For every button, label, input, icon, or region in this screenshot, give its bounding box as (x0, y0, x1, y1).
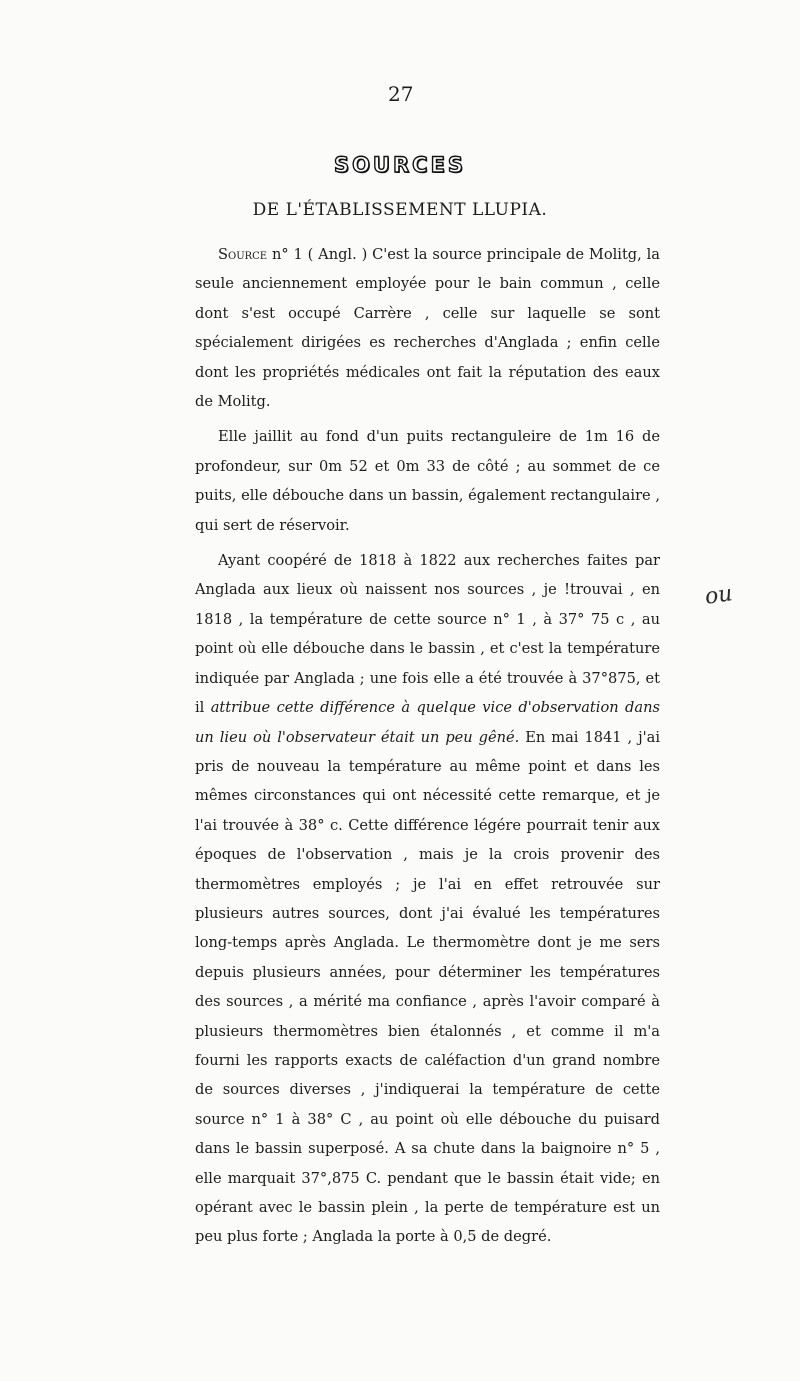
paragraph-italic: attribue cette différence à quelque vice d'observation dans un lieu où l'observateur était un peu gêné. (195, 699, 660, 746)
paragraph-text: En mai 1841 , j'ai pris de nouveau la température au même point et dans les mêmes circonstances qui ont nécessité cette remarque, et je l'ai trouvée à 38° c. Cette différence légére pourrait tenir aux époques de l'observation , mais je la crois provenir des thermomètres employés ; je l'ai en effet retrouvée sur plusieurs autres sources, dont j'ai évalué les températures long-temps après Anglada. Le thermomètre dont je me sers depuis plusieurs années, pour déterminer les températures des sources , a mérité ma confiance , après l'avoir comparé à plusieurs thermomètres bien étalonnés , et comme il m'a fourni les rapports exacts de caléfaction d'un grand nombre de sources diverses , j'indiquerai la température de cette source n° 1 à 38° C , au point où elle débouche du puisard dans le bassin superposé. A sa chute dans la baignoire n° 5 , elle marquait 37°,875 C. pendant que le bassin était vide; en opérant avec le bassin plein , la perte de température est un peu plus forte ; Anglada la porte à 0,5 de degré. (195, 728, 661, 1246)
handwritten-margin-note: ou (703, 581, 735, 610)
paragraph-temperature (195, 546, 660, 1252)
page-subtitle: DE L'ÉTABLISSEMENT LLUPIA. (252, 200, 548, 220)
paragraph-source-1 (195, 240, 660, 416)
paragraph-text: n° 1 ( Angl. ) C'est la source principale de Molitg, la seule anciennement employée pour le bain commun , celle dont s'est occupé Carrère , celle sur laquelle se sont spécialement dirigées es recherches d'Anglada ; enfin celle dont les propriétés médicales ont fait la réputation des eaux de Molitg. (195, 246, 660, 411)
page-title: SOURCES (333, 153, 467, 177)
paragraph-well: Elle jaillit au fond d'un puits rectanguleire de 1m 16 de profondeur, sur 0m 52 et 0m 33 de côté ; au sommet de ce puits, elle débouche dans un bassin, également rectangulaire , qui sert de réservoir. (195, 428, 660, 534)
paragraph-lead: Source (218, 246, 268, 263)
page-number: 27 (388, 82, 414, 106)
body-text (195, 240, 660, 1252)
paragraph-text: Ayant coopéré de 1818 à 1822 aux recherches faites par Anglada aux lieux où naissent nos sources , je !trouvai , en 1818 , la température de cette source n° 1 , à 37° 75 c , au point où elle débouche dans le bassin , et c'est la température indiquée par Anglada ; une fois elle a été trouvée à 37°875, et il (195, 552, 660, 717)
